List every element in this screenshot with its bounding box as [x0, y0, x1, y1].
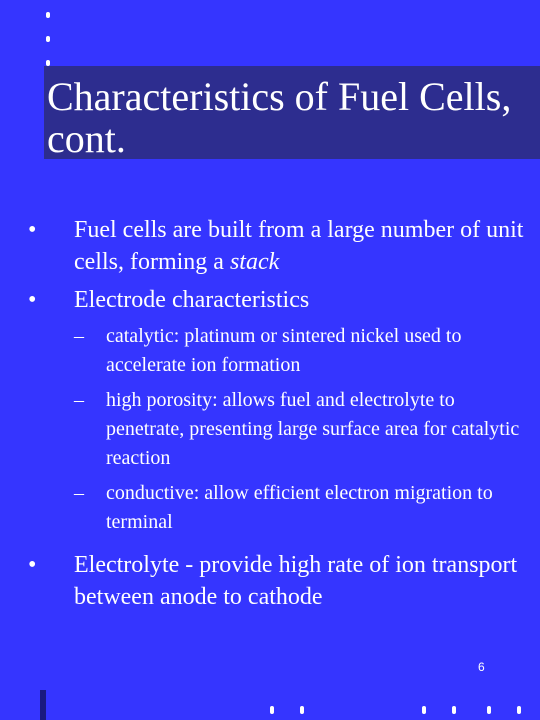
decor-dot — [46, 12, 50, 18]
decor-dot — [452, 706, 456, 714]
dash-glyph: – — [74, 482, 84, 504]
slide-body — [28, 214, 528, 619]
bullet-item — [28, 549, 528, 613]
sub-item — [74, 386, 528, 473]
bullet-emphasis: stack — [229, 249, 280, 275]
decor-dot — [487, 706, 491, 714]
bullet-glyph: • — [28, 552, 37, 578]
bullet-text: Electrode characteristics — [74, 287, 310, 313]
sub-text: high porosity: allows fuel and electrolyte to penetrate, presenting large surface area for catalytic reaction — [106, 389, 520, 469]
dash-glyph: – — [74, 389, 84, 411]
page-number: 6 — [478, 660, 485, 674]
decor-dot — [46, 36, 50, 42]
bullet-text: Electrolyte - provide high rate of ion transport between anode to cathode — [74, 552, 518, 610]
decor-dot — [517, 706, 521, 714]
sub-list — [74, 322, 528, 537]
slide-title: Characteristics of Fuel Cells, cont. — [47, 74, 512, 161]
sub-text: conductive: allow efficient electron migration to terminal — [106, 482, 493, 533]
sub-item — [74, 322, 528, 380]
bullet-item — [28, 214, 528, 278]
dash-glyph: – — [74, 325, 84, 347]
decor-dot — [422, 706, 426, 714]
bullet-glyph: • — [28, 217, 37, 243]
decor-dot — [270, 706, 274, 714]
bullet-text: Fuel cells are built from a large number of unit cells, forming a — [74, 217, 524, 275]
bullet-item — [28, 284, 528, 316]
bullet-glyph: • — [28, 287, 37, 313]
sub-text: catalytic: platinum or sintered nickel used to accelerate ion formation — [106, 325, 462, 376]
sub-item — [74, 479, 528, 537]
decor-bar — [40, 690, 46, 720]
decor-dot — [300, 706, 304, 714]
